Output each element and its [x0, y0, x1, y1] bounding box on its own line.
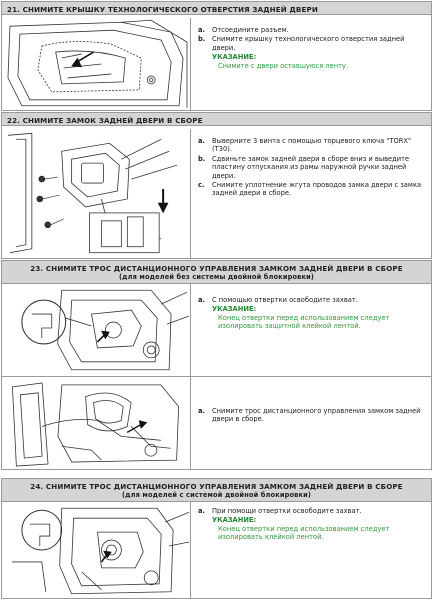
step-23a-cable: a. Снимите трос дистанционного управления замком задней двери в сборе. — [198, 407, 421, 424]
note-label-24: УКАЗАНИЕ: — [212, 516, 257, 525]
section-21-title: 21. СНИМИТЕ КРЫШКУ ТЕХНОЛОГИЧЕСКОГО ОТВЕРСТИЯ ЗАДНЕЙ ДВЕРИ — [7, 5, 318, 14]
remote-cable-removal-illustration — [2, 377, 191, 469]
step-24a: a. При помощи отвертки освободите захват. — [198, 507, 362, 515]
note-text-21: Снимите с двери оставшуюся ленту. — [218, 61, 349, 70]
section-23-text-2 — [198, 407, 425, 425]
section-22-header — [2, 113, 431, 126]
section-21-header — [2, 2, 431, 15]
door-lock-assembly-illustration — [2, 129, 191, 258]
section-22-text — [198, 137, 425, 199]
section-23-text-1 — [198, 296, 425, 331]
note-text-24: Конец отвертки перед использованием следует изолировать клейкой лентой. — [218, 524, 390, 542]
section-24-subtitle: (для моделей с системой двойной блокировки) — [121, 491, 312, 499]
step-22b: b. Сдвиньте замок задней двери в сборе вниз и выведите пластину отпускания из рамы наружной ручки задней двери. — [198, 154, 410, 180]
step-21b: b. Снимите крышку технологического отверстия задней двери. — [198, 35, 405, 52]
double-lock-claw-release-illustration — [2, 502, 191, 598]
section-23-subtitle: (для моделей без системы двойной блокировки) — [118, 273, 315, 281]
section-24-text — [198, 507, 425, 542]
section-22 — [1, 112, 432, 259]
step-23a: a. С помощью отвертки освободите захват. — [198, 296, 358, 304]
section-23 — [1, 260, 432, 470]
section-22-title: 22. СНИМИТЕ ЗАМОК ЗАДНЕЙ ДВЕРИ В СБОРЕ — [7, 116, 203, 125]
step-21a: a. Отсоедините разъем. — [198, 26, 289, 34]
lock-claw-release-illustration — [2, 284, 191, 376]
door-service-hole-cover-illustration — [2, 18, 191, 110]
note-label-23: УКАЗАНИЕ: — [212, 305, 257, 314]
step-22c: c. Снимите уплотнение жгута проводов замка двери с замка задней двери в сборе. — [198, 181, 422, 198]
note-label-21: УКАЗАНИЕ: — [212, 53, 257, 62]
section-23-title: 23. СНИМИТЕ ТРОС ДИСТАНЦИОННОГО УПРАВЛЕНИЯ ЗАМКОМ ЗАДНЕЙ ДВЕРИ В СБОРЕ — [30, 264, 403, 273]
step-22a: a. Выверните 3 винта с помощью торцевого ключа "TORX" (T30). — [198, 137, 412, 154]
note-text-23: Конец отвертки перед использованием следует изолировать защитной клейкой лентой. — [218, 313, 390, 331]
section-21-text — [198, 26, 425, 70]
section-23-header — [2, 261, 431, 284]
section-24-title: 24. СНИМИТЕ ТРОС ДИСТАНЦИОННОГО УПРАВЛЕНИЯ ЗАМКОМ ЗАДНЕЙ ДВЕРИ В СБОРЕ — [30, 482, 403, 491]
section-21 — [1, 1, 432, 111]
section-24-header — [2, 479, 431, 502]
section-24 — [1, 478, 432, 599]
